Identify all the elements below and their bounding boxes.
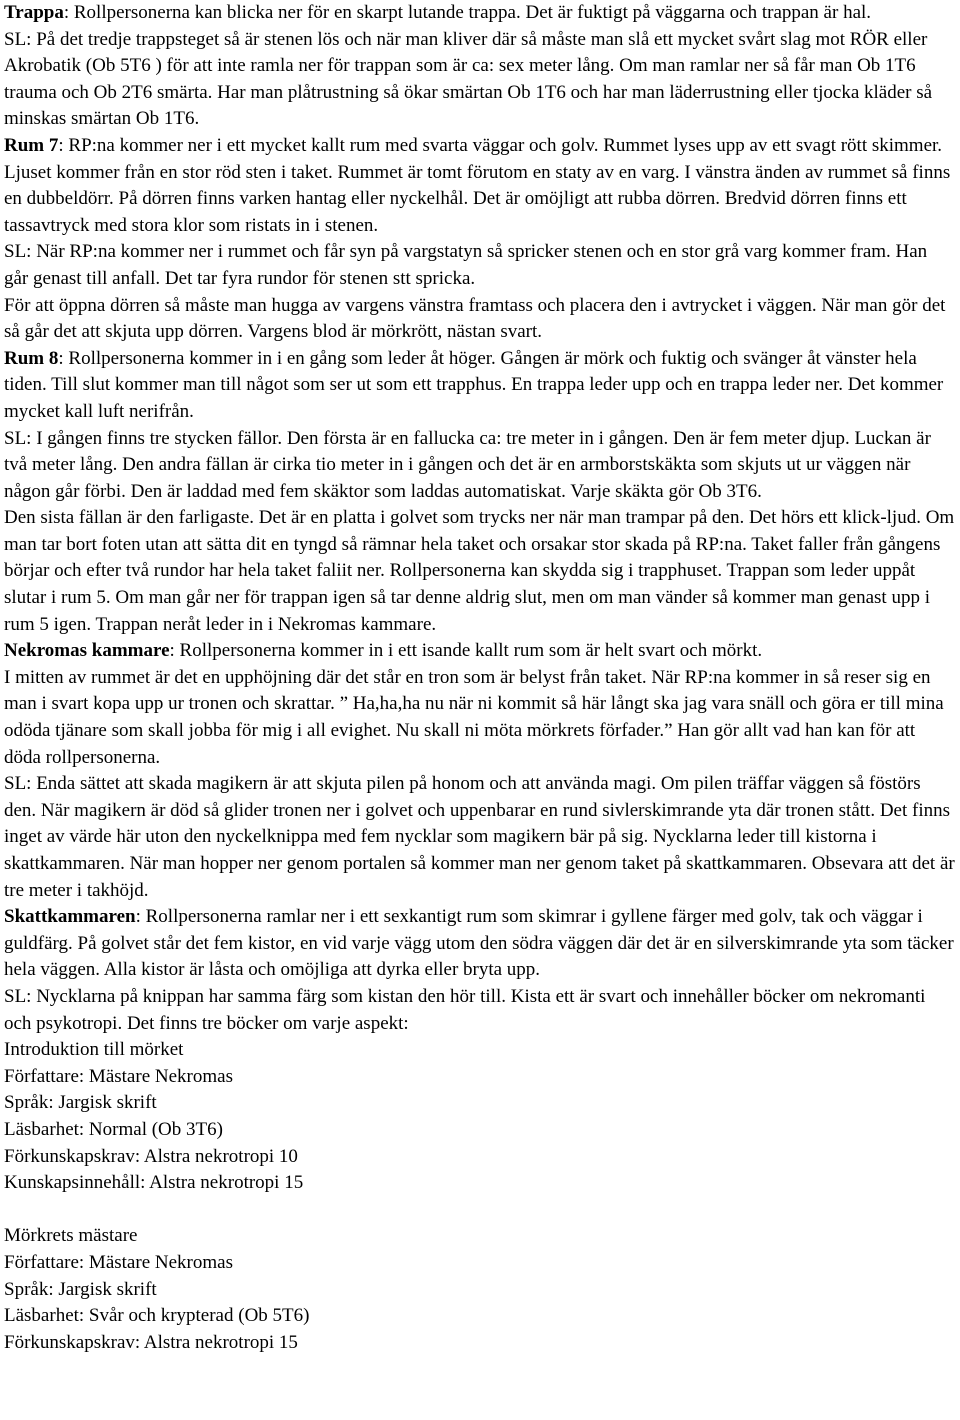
book-readability: Läsbarhet: Svår och krypterad (Ob 5T6): [4, 1305, 310, 1327]
book-language: Språk: Jargisk skrift: [4, 1092, 157, 1114]
book-entry: [4, 1037, 956, 1197]
paragraph-rum-7: [4, 133, 956, 239]
paragraph-sl-trappa: SL: På det tredje trappsteget så är stenen lös och när man kliver där så måste man slå ett mycket svårt slag mot RÖR eller Akrobatik (Ob 5T6 ) för att inte ramla ner för trappan som är ca: sex meter lång. Om man ramlar ner så får man Ob 1T6 trauma och Ob 2T6 smärta. Har man plåtrustning så ökar smärtan Ob 1T6 och har man läderrustning eller tjocka kläder så minskas smärtan Ob 1T6.: [4, 28, 933, 130]
paragraph-sl-traps: SL: I gången finns tre stycken fällor. Den första är en fallucka ca: tre meter in i gången. Den är fem meter djup. Luckan är två meter lång. Den andra fällan är cirka tio meter in i gången och det är en armborstskäkta som skjuts ut ur väggen när någon går förbi. Den är laddad med fem skäktor som laddas automatiskat. Varje skäkta gör Ob 3T6.: [4, 427, 931, 502]
paragraph-text: : RP:na kommer ner i ett mycket kallt rum med svarta väggar och golv. Rummet lyses upp av ett svagt rött skimmer. Ljuset kommer från en stor röd sten i taket. Rummet är tomt förutom en staty av en varg. I vänstra änden av rummet så finns en dubbeldörr. På dörren finns varken hantag eller nyckelhål. Det är omöjligt att rubba dörren. Bredvid dörren finns ett tassavtryck med stora klor som ristats in i stenen.: [4, 134, 951, 236]
book-prerequisite: Förkunskapskrav: Alstra nekrotropi 15: [4, 1331, 298, 1353]
section-label: Trappa: [4, 2, 64, 23]
paragraph-door: För att öppna dörren så måste man hugga av vargens vänstra framtass och placera den i avtrycket i väggen. När man gör det så går det att skjuta upp dörren. Vargens blod är mörkrött, nästan svart.: [4, 294, 946, 343]
book-author: Författare: Mästare Nekromas: [4, 1065, 233, 1087]
paragraph-sl-magician: SL: Enda sättet att skada magikern är att skjuta pilen på honom och att använda magi. Om pilen träffar väggen så föstörs den. När magikern är död så glider tronen ner i golvet och uppenbarar en rund sivlerskimrande yta där tronen stått. Det finns inget av värde här uton den nyckelknippa med fem nycklar som magikern bär på sig. Nycklarna leder till kistorna i skattkammaren. När man hopper ner genom portalen så kommer man ner genom taket på skattkammaren. Obsevara att det är tre meter i takhöjd.: [4, 773, 955, 901]
book-title: Mörkrets mästare: [4, 1225, 138, 1247]
section-label: Nekromas kammare: [4, 640, 170, 662]
paragraph-throne: I mitten av rummet är det en upphöjning där det står en tron som är belyst från taket. När RP:na kommer in så reser sig en man i svart kopa upp ur tronen och skrattar. ” Ha,ha,ha nu när ni kommit så här långt ska jag vara snäll och göra er till mina odöda tjänare som skall jobba för mig i all evighet. Nu skall ni möta mörkrets förfader.” Han gör allt vad han kan för att döda rollpersonerna.: [4, 666, 944, 768]
book-language: Språk: Jargisk skrift: [4, 1278, 157, 1300]
spacer: [4, 1197, 956, 1224]
book-readability: Läsbarhet: Normal (Ob 3T6): [4, 1118, 223, 1140]
paragraph-last-trap: Den sista fällan är den farligaste. Det är en platta i golvet som trycks ner när man trampar på den. Det hörs ett klick-ljud. Om man tar bort foten utan att sätta dit en tyngd så rämnar hela taket och orsakar stor skada på RP:na. Taket faller från gångens börjar och efter två rundor har hela taket faliit ner. Rollpersonerna kan skydda sig i trapphuset. Trappan som leder uppåt slutar i rum 5. Om man går ner för trappan igen så tar denne aldrig slut, men om man vänder så kommer man genast upp i rum 5 igen. Trappan neråt leder in i Nekromas kammare.: [4, 507, 955, 635]
paragraph-text: : Rollpersonerna ramlar ner i ett sexkantigt rum som skimrar i gyllene färger med golv, tak och väggar i guldfärg. På golvet står det fem kistor, en vid varje vägg utom den södra väggen där det är en silverskimrande yta som täcker hela väggen. Alla kistor är låsta och omöjliga att dyrka eller bryta upp.: [4, 906, 954, 981]
paragraph-text: : Rollpersonerna kan blicka ner för en skarpt lutande trappa. Det är fuktigt på väggarna och trappan är hal.: [63, 2, 872, 23]
paragraph-nekromas-kammare: [4, 638, 956, 665]
document-body: [4, 0, 956, 1356]
book-title: Introduktion till mörket: [4, 1039, 184, 1061]
paragraph-rum-8: [4, 346, 956, 426]
paragraph-trappa: [4, 0, 956, 27]
paragraph-text: : Rollpersonerna kommer in i ett isande kallt rum som är helt svart och mörkt.: [169, 640, 763, 662]
paragraph-text: : Rollpersonerna kommer in i en gång som leder åt höger. Gången är mörk och fuktig och svänger åt vänster hela tiden. Till slut kommer man till något som ser ut som ett trapphus. En trappa leder upp och en trappa leder ner. Det kommer mycket kall luft nerifrån.: [4, 347, 944, 422]
book-entry: [4, 1223, 956, 1356]
section-label: Rum 7: [4, 134, 59, 156]
book-content: Kunskapsinnehåll: Alstra nekrotropi 15: [4, 1172, 304, 1194]
book-author: Författare: Mästare Nekromas: [4, 1251, 233, 1273]
paragraph-sl-rum-7: SL: När RP:na kommer ner i rummet och får syn på vargstatyn så spricker stenen och en stor grå varg kommer fram. Han går genast till anfall. Det tar fyra rundor för stenen stt spricka.: [4, 241, 928, 289]
paragraph-sl-keys: SL: Nycklarna på knippan har samma färg som kistan den hör till. Kista ett är svart och innehåller böcker om nekromanti och psykotropi. Det finns tre böcker om varje aspekt:: [4, 985, 926, 1034]
section-label: Skattkammaren: [4, 906, 136, 928]
section-label: Rum 8: [4, 347, 59, 369]
paragraph-skattkammaren: [4, 904, 956, 984]
book-prerequisite: Förkunskapskrav: Alstra nekrotropi 10: [4, 1145, 298, 1167]
